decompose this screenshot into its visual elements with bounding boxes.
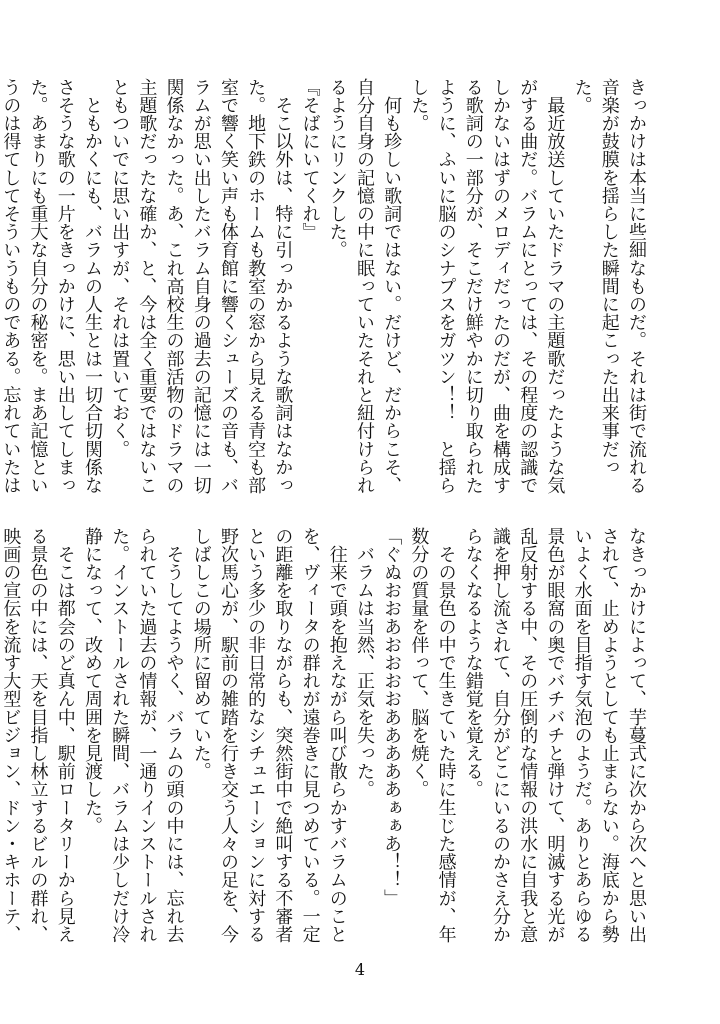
paragraph: そこは都会のど真ん中、駅前ロータリーから見える景色の中には、天を目指し林立するビルの群れ、映画の宣伝を流す大型ビジョン、ドン・キホーテ、 (0, 527, 76, 944)
page-number: 4 (354, 960, 366, 979)
paragraph: その景色の中で生きていた時に生じた感情が、年数分の質量を伴って、脳を焼く。 (408, 527, 457, 944)
paragraph: そうしてようやく、バラムの頭の中には、忘れ去られていた過去の情報が、一通りインストールされた。インストールされた瞬間、バラムは少しだけ冷静になって、改めて周囲を見渡した。 (81, 527, 185, 944)
text-block-top (0, 78, 650, 500)
paragraph: バラムは当然、正気を失った。 (353, 527, 375, 799)
paragraph: 何も珍しい歌詞ではない。だけど、だからこそ、自分自身の記憶の中に眠っていたそれと紐付けられるようにリンクした。 (326, 78, 403, 495)
paragraph: なきっかけによって、芋蔓式に次から次へと思い出されて、止めようとしても止まらない。海底から勢いよく水面を目指す気泡のようだ。ありとあらゆる景色が眼窩の奥でバチバチと弾けて、明滅する光が乱反射する中、その圧倒的な情報の洪水に自我と意識を押し流されて、自分がどこにいるのかさえ分からなくなるような錯覚を覚える。 (462, 527, 647, 944)
paragraph: 往来で頭を抱えながら叫び散らかすバラムのことを、ヴィータの群れが遠巻きに見つめている。一定の距離を取りながらも、突然街中で絶叫する不審者という多少の非日常的なシチュエーションに対する野次馬心が、駅前の雑踏を行き交う人々の足を、今しばしこの場所に留めていた。 (190, 527, 348, 944)
text-block-bottom (0, 527, 650, 949)
paragraph: きっかけは本当に些細なものだ。それは街で流れる音楽が鼓膜を揺らした瞬間に起こった出来事だった。 (571, 78, 647, 495)
paragraph: ともかくにも、バラムの人生とは一切合切関係なさそうな歌の一片をきっかけに、思い出してしまった。あまりにも重大な自分の秘密を。まあ記憶というのは得てしてそういうものである。忘れていたは (0, 78, 103, 495)
paragraph: 『そばにいてくれ』 (299, 78, 321, 241)
paragraph: 「ぐぬおおあおおおおあああああぁぁあ！！」 (381, 527, 403, 908)
paragraph: そこ以外は、特に引っかかるような歌詞はなかった。地下鉄のホームも教室の窓から見える青空も部室で響く笑い声も体育館に響くシューズの音も、バラムが思い出したバラム自身の過去の記憶には一切関係なかった。あ、これ高校生の部活物のドラマの主題歌だったな確か、と、今は全く重要ではないこともついでに思い出すが、それは置いておく。 (109, 78, 294, 495)
paragraph: 最近放送していたドラマの主題歌だったような気がする曲だ。バラムにとっては、その程度の認識でしかないはずのメロディだったのだが、曲を構成する歌詞の一部分が、そこだけ鮮やかに切り取られたように、ふいに脳のシナプスをガツン！！ と揺らした。 (408, 78, 566, 495)
